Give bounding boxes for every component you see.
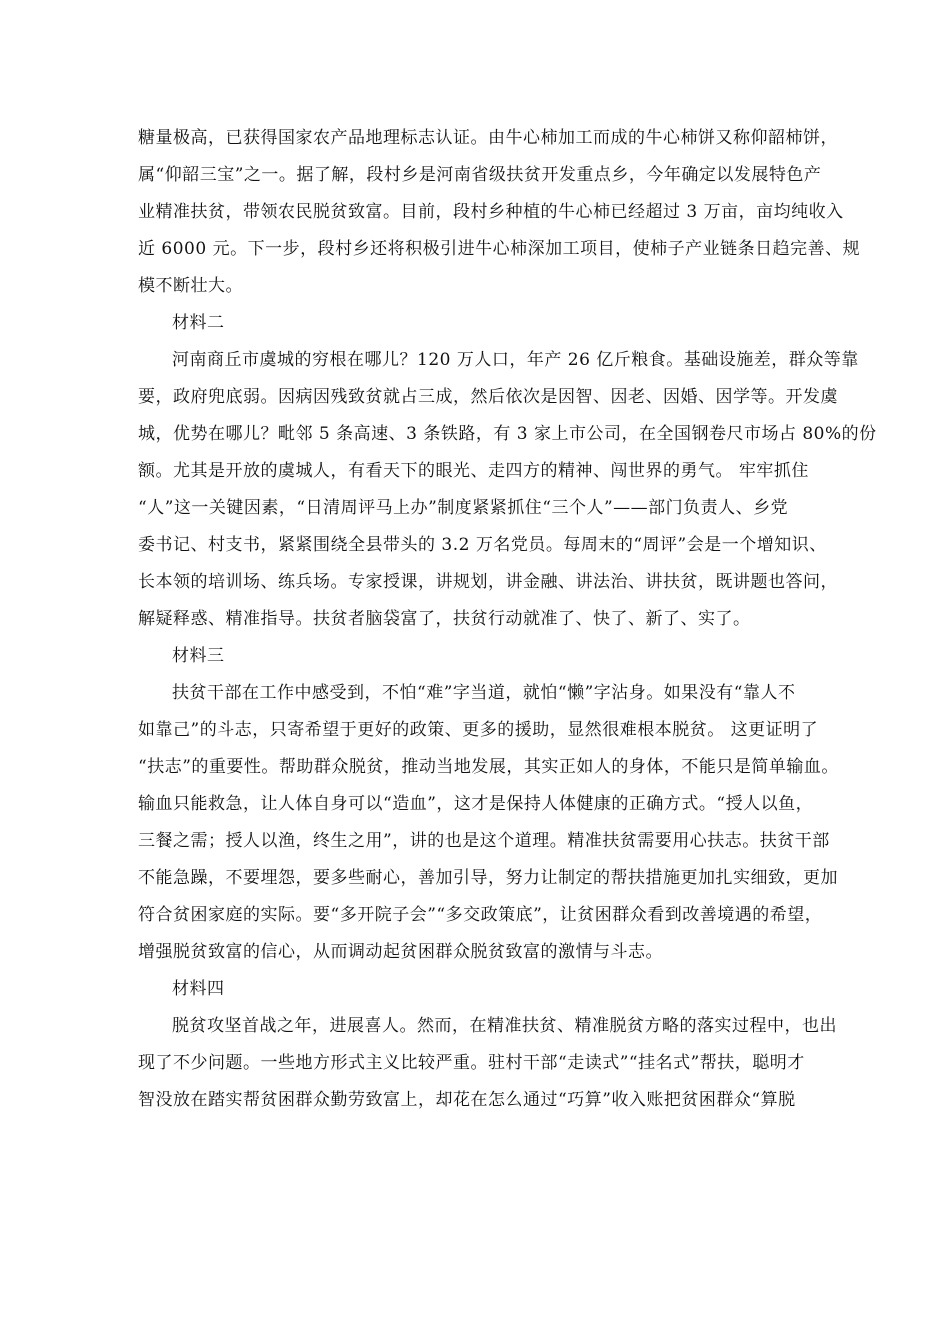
text-line: 额。尤其是开放的虞城人，有看天下的眼光、走四方的精神、闯世界的勇气。 牢牢抓住 bbox=[138, 461, 809, 481]
text-line: 符合贫困家庭的实际。要“多开院子会”“多交政策底”，让贫困群众看到改善境遇的希望， bbox=[138, 905, 823, 925]
text-line: 委书记、村支书，紧紧围绕全县带头的 3.2 万名党员。每周末的“周评”会是一个增知识、 bbox=[138, 535, 827, 555]
section-heading-material-2: 材料二 bbox=[172, 313, 225, 333]
text-line: 不能急躁，不要埋怨，要多些耐心，善加引导，努力让制定的帮扶措施更加扎实细致，更加 bbox=[138, 868, 838, 888]
text-line: 模不断壮大。 bbox=[138, 276, 243, 296]
section-heading-material-3: 材料三 bbox=[172, 646, 225, 666]
text-line: 属“仰韶三宝”之一。据了解，段村乡是河南省级扶贫开发重点乡，今年确定以发展特色产 bbox=[138, 165, 822, 185]
text-line: 解疑释惑、精准指导。扶贫者脑袋富了，扶贫行动就准了、快了、新了、实了。 bbox=[138, 609, 751, 629]
text-line: 智没放在踏实帮贫困群众勤劳致富上，却花在怎么通过“巧算”收入账把贫困群众“算脱 bbox=[138, 1090, 796, 1110]
text-line: “人”这一关键因素，“日清周评马上办”制度紧紧抓住“三个人”——部门负责人、乡党 bbox=[138, 498, 789, 518]
text-line: 要，政府兜底弱。因病因残致贫就占三成，然后依次是因智、因老、因婚、因学等。开发虞 bbox=[138, 387, 838, 407]
text-line: “扶志”的重要性。帮助群众脱贫，推动当地发展，其实正如人的身体，不能只是简单输血。 bbox=[138, 757, 839, 777]
text-line: 业精准扶贫，带领农民脱贫致富。目前，段村乡种植的牛心柿已经超过 3 万亩，亩均纯收入 bbox=[138, 202, 844, 222]
section-heading-material-4: 材料四 bbox=[172, 979, 225, 999]
text-line: 现了不少问题。一些地方形式主义比较严重。驻村干部“走读式”“挂名式”帮扶，聪明才 bbox=[138, 1053, 805, 1073]
text-line: 长本领的培训场、练兵场。专家授课，讲规划，讲金融、讲法治、讲扶贫，既讲题也答问， bbox=[138, 572, 838, 592]
paragraph-first-line: 脱贫攻坚首战之年，进展喜人。然而，在精准扶贫、精准脱贫方略的落实过程中，也出 bbox=[172, 1016, 837, 1036]
paragraph-first-line: 扶贫干部在工作中感受到，不怕“难”字当道，就怕“懒”字沾身。如果没有“靠人不 bbox=[172, 683, 796, 703]
document-page bbox=[138, 120, 877, 1119]
text-line: 糖量极高，已获得国家农产品地理标志认证。由牛心柿加工而成的牛心柿饼又称仰韶柿饼， bbox=[138, 128, 838, 148]
text-line: 城，优势在哪儿？毗邻 5 条高速、3 条铁路，有 3 家上市公司，在全国钢卷尺市场占 80%的份 bbox=[138, 424, 877, 444]
text-line: 增强脱贫致富的信心，从而调动起贫困群众脱贫致富的激情与斗志。 bbox=[138, 942, 663, 962]
text-line: 如靠己”的斗志，只寄希望于更好的政策、更多的援助，显然很难根本脱贫。 这更证明了 bbox=[138, 720, 819, 740]
text-line: 近 6000 元。下一步，段村乡还将积极引进牛心柿深加工项目，使柿子产业链条日趋完善、规 bbox=[138, 239, 861, 259]
paragraph-first-line: 河南商丘市虞城的穷根在哪儿？120 万人口，年产 26 亿斤粮食。基础设施差，群众等靠 bbox=[172, 350, 859, 370]
text-line: 三餐之需；授人以渔，终生之用”，讲的也是这个道理。精准扶贫需要用心扶志。扶贫干部 bbox=[138, 831, 830, 851]
text-line: 输血只能救急，让人体自身可以“造血”，这才是保持人体健康的正确方式。“授人以鱼， bbox=[138, 794, 814, 814]
